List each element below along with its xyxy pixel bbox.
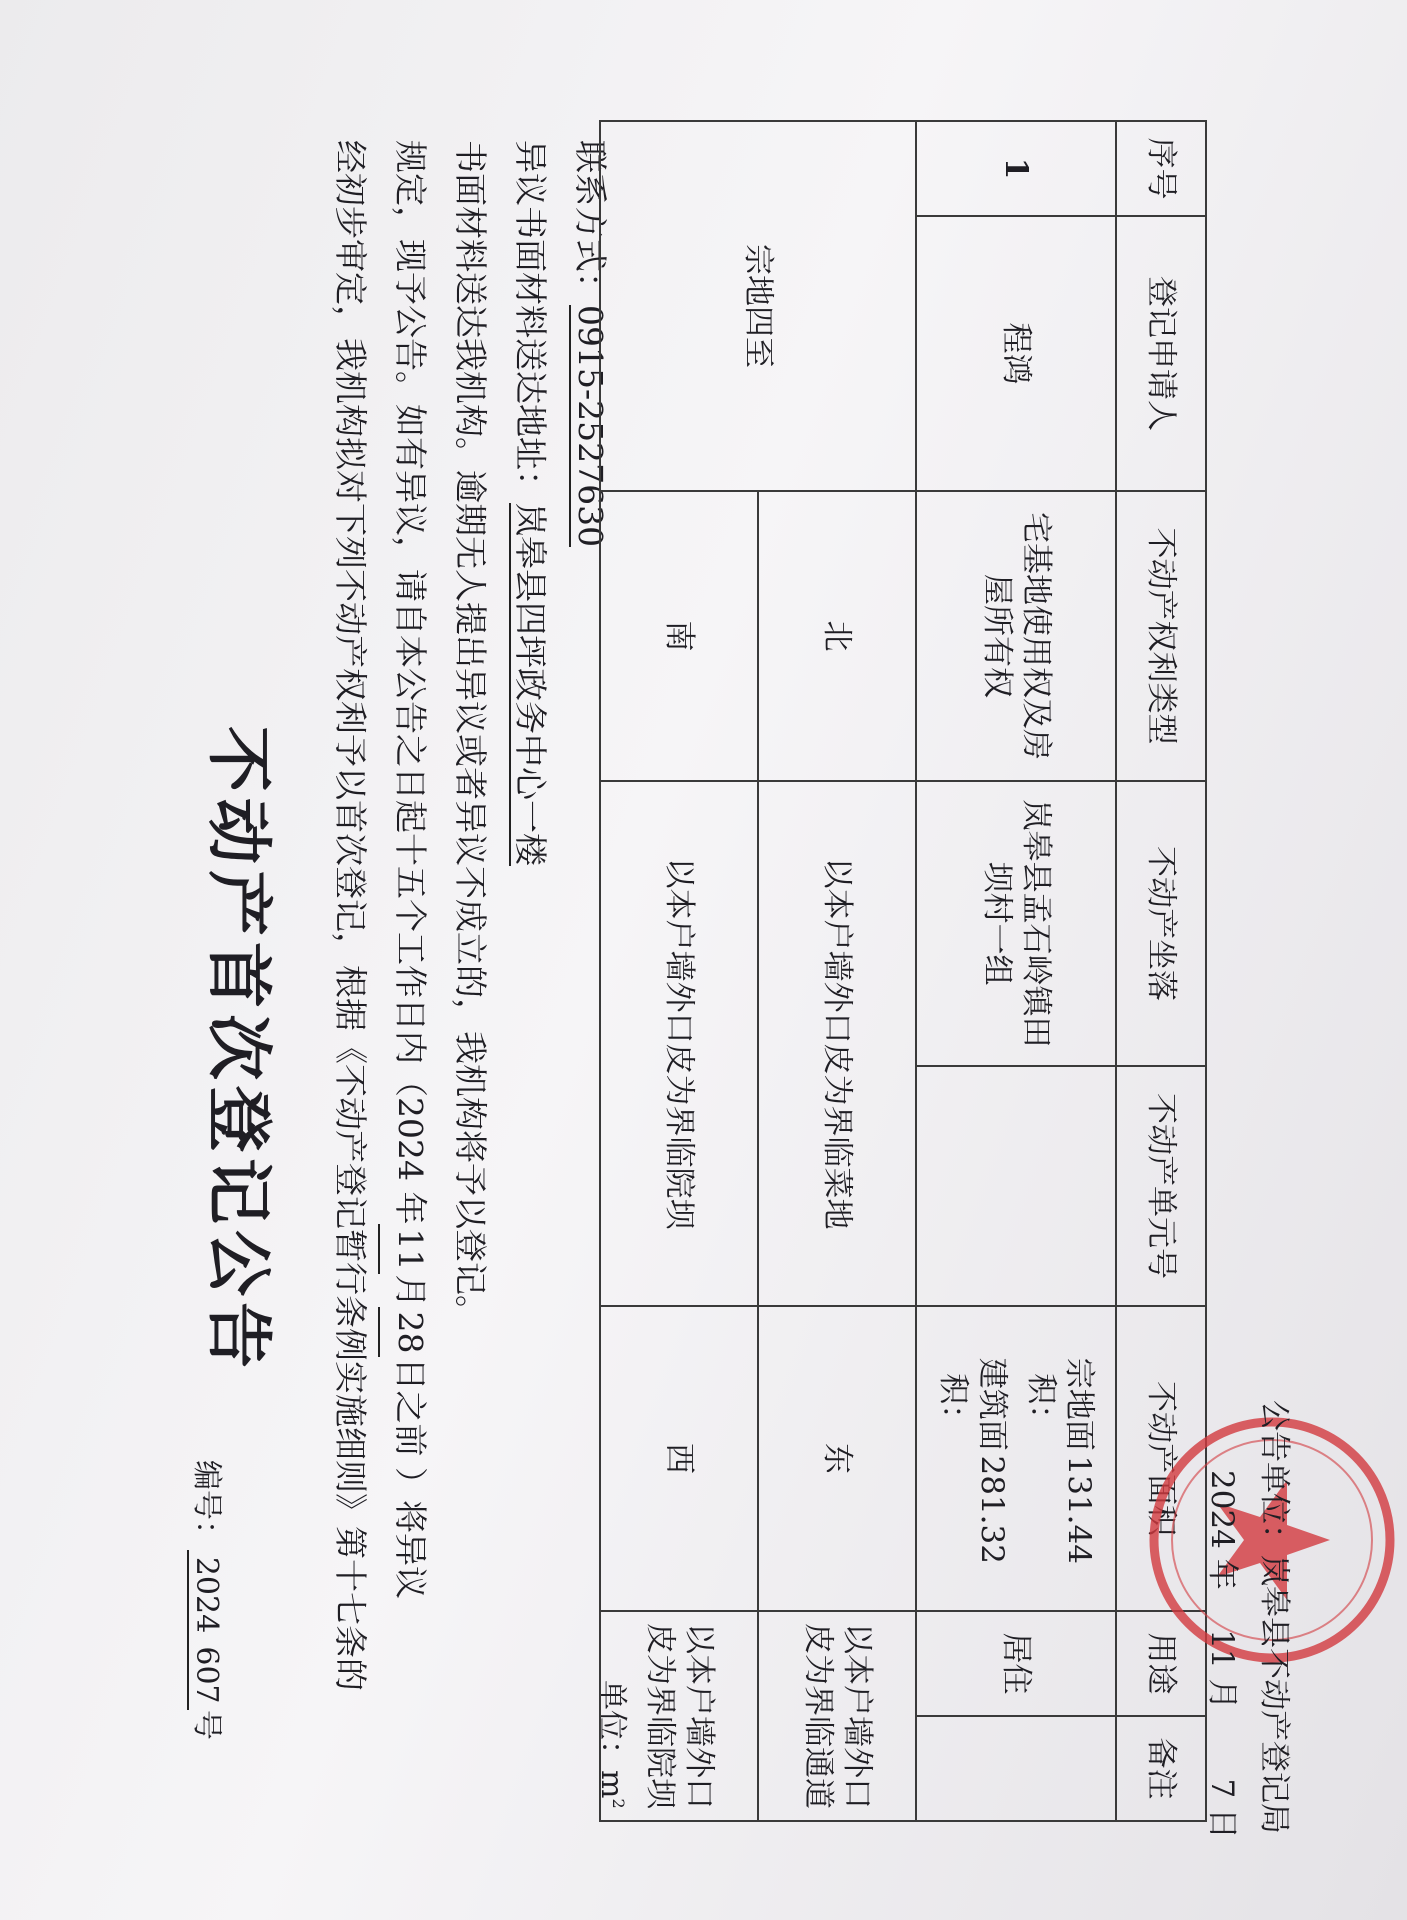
- building-area-value: 281.32: [974, 1455, 1010, 1564]
- cell-right-type: 宅基地使用权及房屋所有权: [916, 491, 1116, 781]
- building-area-label: 建筑面积：: [935, 1357, 1010, 1451]
- boundary-row-north-east: [758, 121, 916, 1821]
- issue-date: [1199, 1470, 1245, 1839]
- objection-address-line: [500, 140, 560, 1600]
- number-year: 2024: [187, 1550, 224, 1640]
- number-suffix: 号: [189, 1710, 224, 1740]
- deadline-day: 28: [378, 1307, 440, 1357]
- cell-applicant: 程鸿: [916, 216, 1116, 491]
- land-area-value: 131.44: [1061, 1455, 1098, 1564]
- issue-day: 7: [1204, 1778, 1240, 1799]
- deadline-month: 11: [378, 1224, 440, 1274]
- building-area-line: [934, 1313, 1012, 1604]
- para-2-text: 规定，现予公告。如有异议，请自本公告之日起十五个工作日内（2024 年: [391, 140, 430, 1225]
- issuing-org: 岚皋县不动产登记局: [1256, 1555, 1292, 1834]
- para-2-month-char: 月: [391, 1274, 430, 1308]
- issue-year-char: 年: [1204, 1558, 1240, 1590]
- boundary-south: 以本户墙外口皮为界临院坝: [600, 781, 758, 1306]
- number-no: 607: [187, 1640, 224, 1710]
- cell-area: [916, 1306, 1116, 1611]
- notice-paragraph-2: [378, 140, 440, 1600]
- boundary-east: 以本户墙外口皮为界临通道: [758, 1611, 916, 1821]
- notice-paragraph-1: 经初步审定，我机构拟对下列不动产权利予以首次登记，根据《不动产登记暂行条例实施细则》第十七条的: [331, 140, 370, 1691]
- issuing-org-line: [1251, 1400, 1297, 1839]
- boundary-north-label: 北: [758, 491, 916, 781]
- issue-month: 11: [1204, 1629, 1240, 1669]
- notice-number: [187, 1460, 232, 1740]
- registration-table: [599, 120, 1207, 1822]
- boundary-west-label: 西: [600, 1306, 758, 1611]
- notice-title: 不动产首次登记公告: [200, 726, 278, 1374]
- header-remark: 备注: [1116, 1716, 1206, 1821]
- header-unit-no: 不动产单元号: [1116, 1066, 1206, 1306]
- header-usage: 用途: [1116, 1611, 1206, 1716]
- contact-label: 联系方式：: [571, 140, 610, 305]
- header-seq: 序号: [1116, 121, 1206, 216]
- land-area-label: 宗地面积：: [1022, 1357, 1098, 1451]
- cell-unit-no: [916, 1066, 1116, 1306]
- header-location: 不动产坐落: [1116, 781, 1206, 1066]
- unit-note: 单位：$m^2$: [594, 1680, 629, 1809]
- para-2-tail: 日之前 ）将异议: [391, 1357, 430, 1599]
- header-area: 不动产面积: [1116, 1306, 1206, 1611]
- objection-address: 岚皋县四坪政务中心一楼: [511, 503, 550, 866]
- boundary-west: 以本户墙外口皮为界临院坝: [600, 1611, 758, 1821]
- unit-label: 单位：m: [594, 1680, 629, 1799]
- issuing-org-label: 公告单位：: [1256, 1400, 1292, 1555]
- issue-month-char: 月: [1204, 1678, 1240, 1710]
- table-row: [916, 121, 1116, 1821]
- notice-paragraph-3: 书面材料送达我机构。逾期无人提出异议或者异议不成立的，我机构将予以登记。: [451, 140, 490, 1328]
- objection-label: 异议书面材料送达地址：: [511, 140, 550, 503]
- cell-usage: 居住: [916, 1611, 1116, 1716]
- land-area-line: [1021, 1313, 1099, 1604]
- issue-year: 2024: [1204, 1470, 1240, 1549]
- signature-block: [1199, 1400, 1297, 1839]
- number-prefix: 编号：: [189, 1460, 224, 1550]
- boundary-north: 以本户墙外口皮为界临菜地: [758, 781, 916, 1306]
- cell-location: 岚皋县孟石岭镇田坝村一组: [916, 781, 1116, 1066]
- boundary-label: 宗地四至: [600, 121, 916, 491]
- cell-seq: 1: [916, 121, 1116, 216]
- boundary-east-label: 东: [758, 1306, 916, 1611]
- contact-phone: 0915-2527630: [571, 305, 610, 548]
- cell-remark: [916, 1716, 1116, 1821]
- header-right-type: 不动产权利类型: [1116, 491, 1206, 781]
- issue-day-char: 日: [1204, 1808, 1240, 1840]
- header-applicant: 登记申请人: [1116, 216, 1206, 491]
- boundary-south-label: 南: [600, 491, 758, 781]
